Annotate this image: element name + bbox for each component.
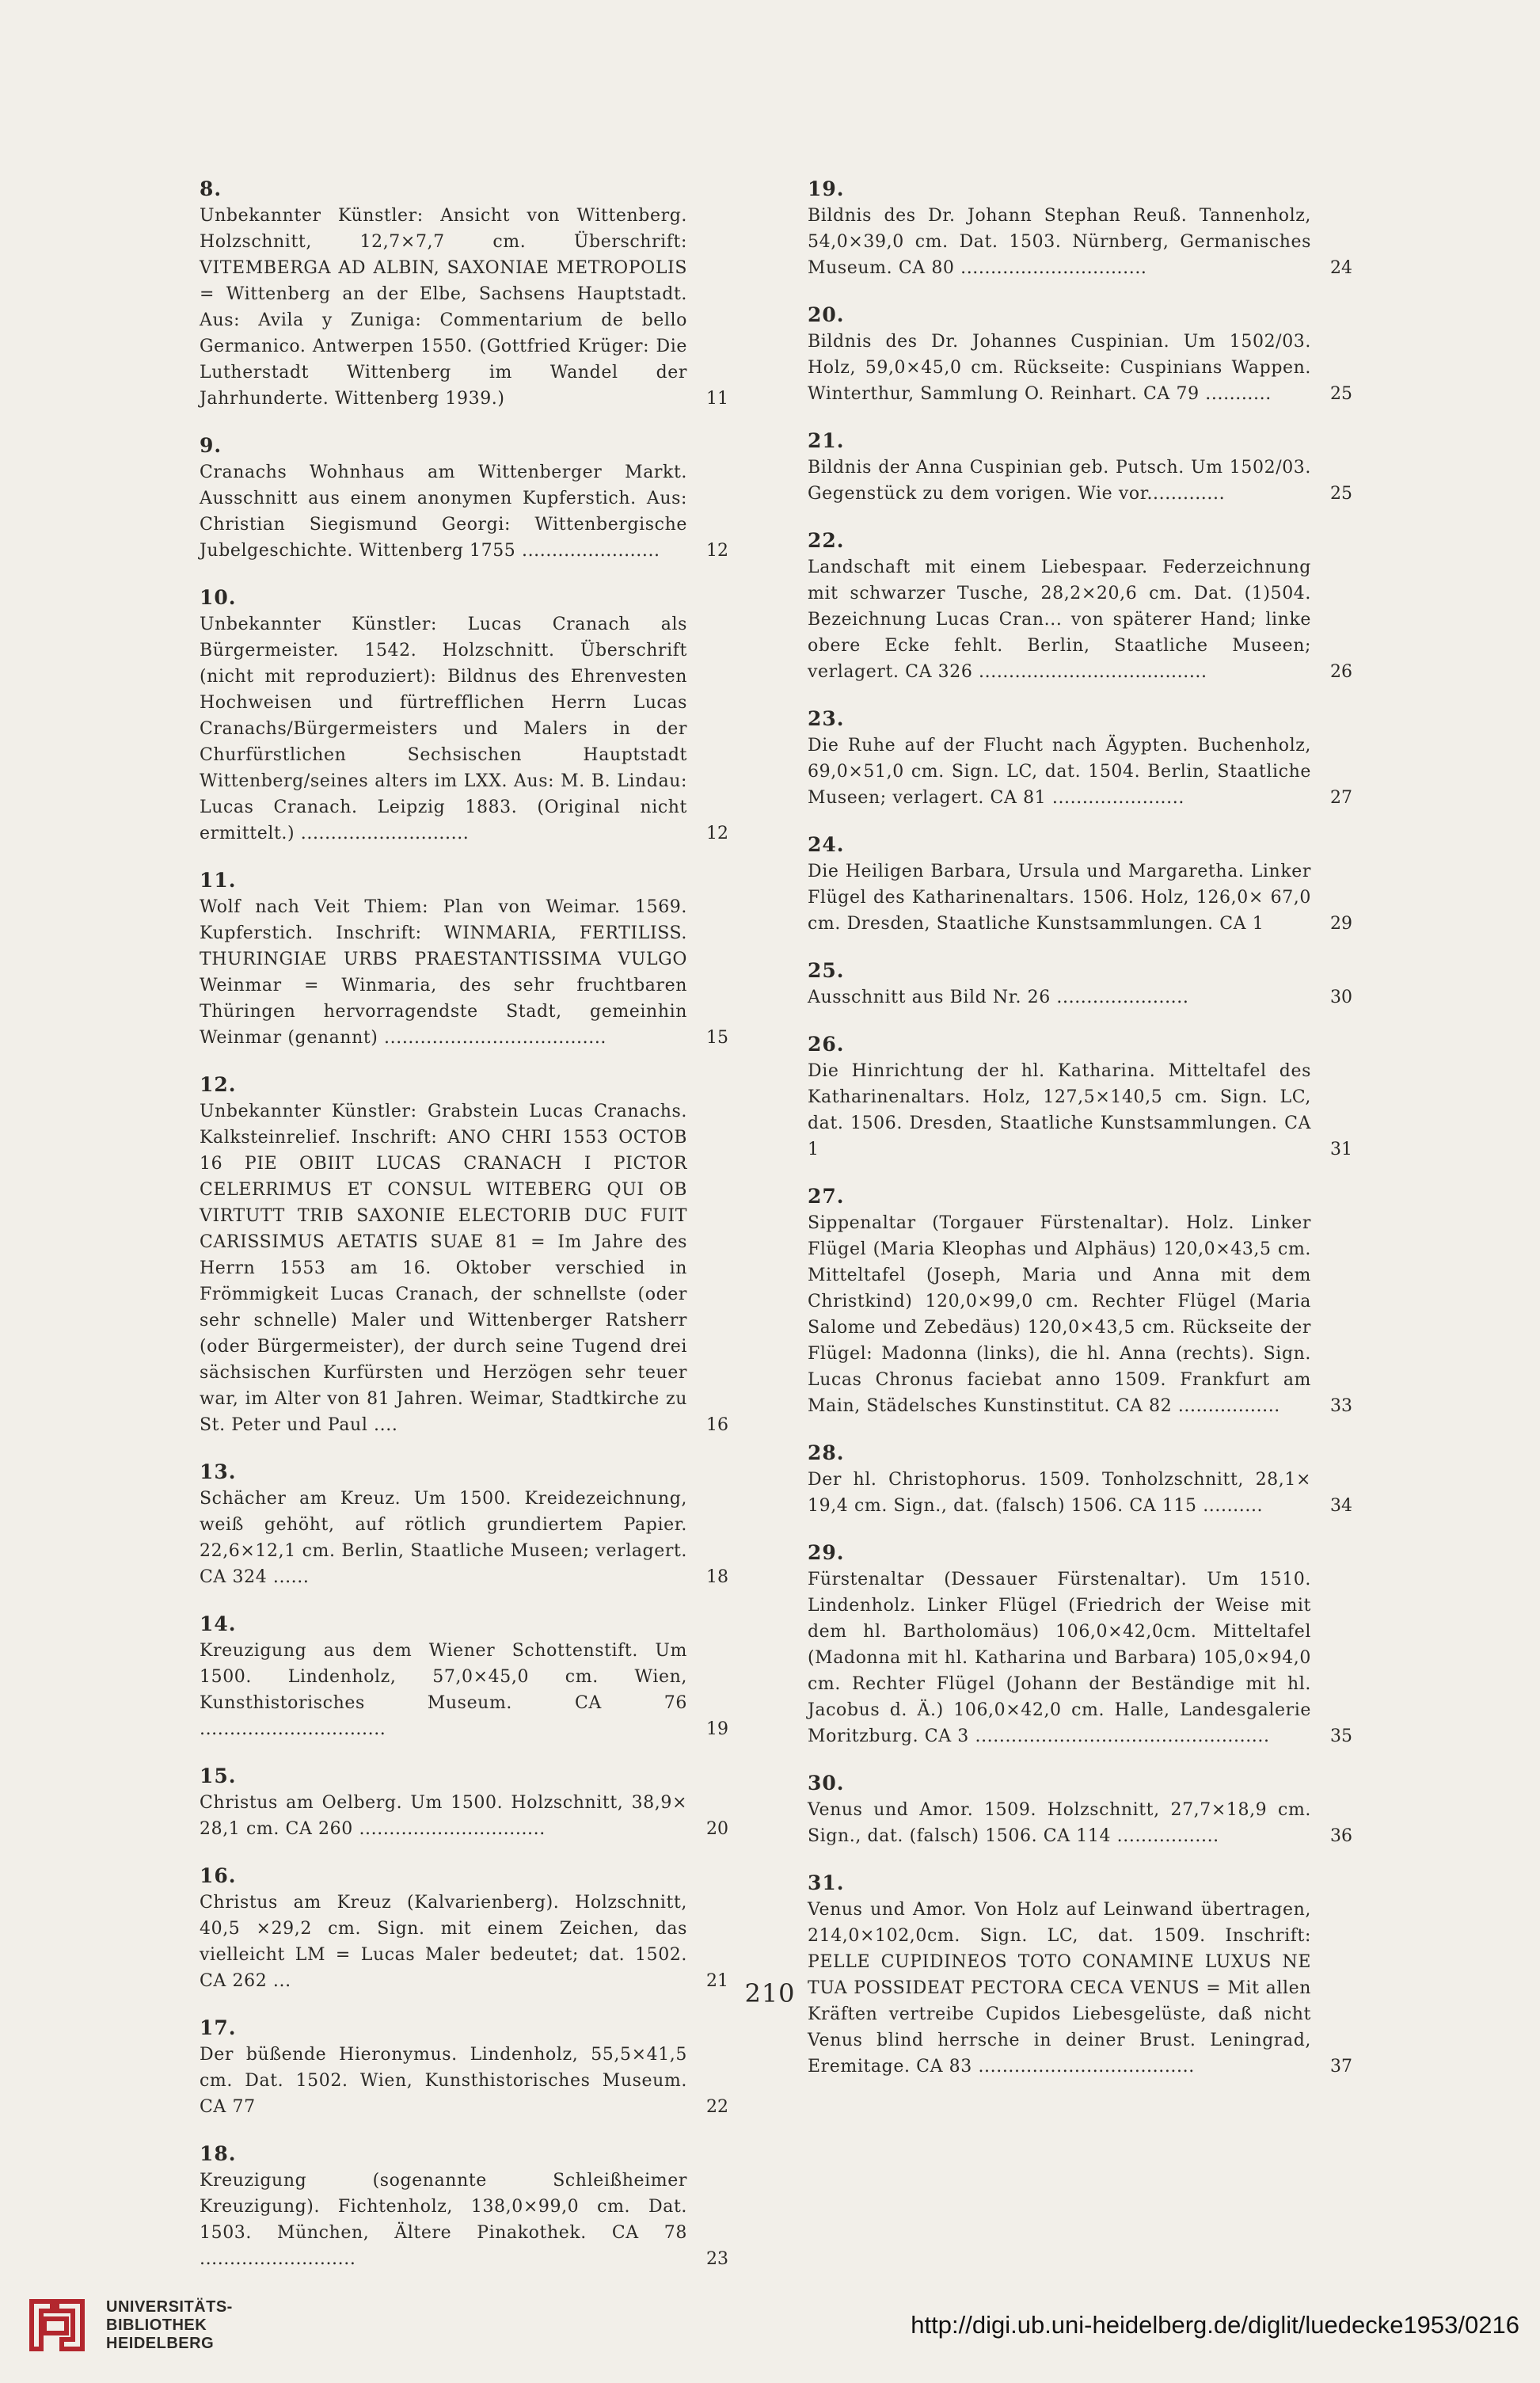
entry-body: [200, 1790, 728, 1842]
entry-body: [200, 1098, 728, 1438]
entry-number: 31.: [808, 1871, 845, 1894]
catalog-entry: [200, 432, 728, 564]
page-number: 210: [744, 1978, 796, 2008]
catalog-entry: [808, 957, 1352, 1011]
catalog-entry: [808, 706, 1352, 811]
catalog-entry: [200, 1763, 728, 1842]
catalog-entry: [808, 1183, 1352, 1419]
entry-description: Unbekannter Künstler: Lucas Cranach als Bürgermeister. 1542. Holzschnitt. Überschrift (nicht mit reproduziert): Bildnus des Ehrenvesten Hochweisen und fürtrefflichen Herrn Lucas Cranachs/Bürgermeisters und Malers in der Churfürstlichen Sechsischen Hauptstadt Wittenberg/seines alters im LXX. Aus: M. B. Lindau: Lucas Cranach. Leipzig 1883. (Original nicht ermittelt.) ............................: [200, 615, 687, 843]
entry-body: [808, 858, 1352, 937]
entry-page-reference: 25: [1330, 384, 1352, 404]
entry-page-reference: 18: [706, 1567, 728, 1587]
entry-page-reference: 15: [706, 1028, 728, 1048]
entry-page-reference: 36: [1330, 1826, 1352, 1846]
entry-description: Wolf nach Veit Thiem: Plan von Weimar. 1569. Kupferstich. Inschrift: WINMARIA, FERTILISS. THURINGIAE URBS PRAESTANTISSIMA VULGO Weinmar = Winmaria, des sehr fruchtbaren Thüringen hervorragendste Stadt, gemeinhin Weinmar (genannt) .....................................: [200, 897, 687, 1048]
entry-body: [808, 554, 1352, 685]
entry-description: Der büßende Hieronymus. Lindenholz, 55,5×41,5 cm. Dat. 1502. Wien, Kunsthistorisches Museum. CA 77: [200, 2045, 687, 2117]
catalog-entry: [808, 428, 1352, 507]
entry-page-reference: 33: [1330, 1396, 1352, 1416]
catalog-entry: [200, 176, 728, 412]
entry-number: 17.: [200, 2016, 237, 2039]
library-name-line-2: BIBLIOTHEK: [106, 2316, 207, 2334]
entry-number: 20.: [808, 303, 845, 326]
catalog-entry: [808, 1870, 1352, 2080]
entry-description: Kreuzigung aus dem Wiener Schottenstift. Um 1500. Lindenholz, 57,0×45,0 cm. Wien, Kunsthistorisches Museum. CA 76 ...............................: [200, 1641, 687, 1739]
entry-body: [808, 329, 1352, 407]
catalog-entry: [808, 1540, 1352, 1749]
catalog-entry: [808, 832, 1352, 937]
library-name: [106, 2298, 233, 2353]
entry-number: 19.: [808, 177, 845, 200]
entry-body: [808, 1058, 1352, 1163]
entry-description: Venus und Amor. 1509. Holzschnitt, 27,7×18,9 cm. Sign., dat. (falsch) 1506. CA 114 .................: [808, 1800, 1311, 1846]
entry-body: [808, 1467, 1352, 1519]
entry-body: [808, 1566, 1352, 1749]
entry-page-reference: 11: [706, 389, 728, 409]
catalog-entry: [808, 302, 1352, 407]
entry-body: [200, 894, 728, 1051]
entry-description: Ausschnitt aus Bild Nr. 26 ......................: [808, 988, 1189, 1007]
entry-number: 9.: [200, 434, 222, 457]
entry-number: 25.: [808, 959, 845, 982]
catalog-entry: [808, 1440, 1352, 1519]
entry-body: [200, 2042, 728, 2120]
entry-description: Der hl. Christophorus. 1509. Tonholzschnitt, 28,1× 19,4 cm. Sign., dat. (falsch) 1506. CA 115 ..........: [808, 1470, 1311, 1516]
right-column: [808, 176, 1352, 2100]
entry-body: [200, 203, 728, 412]
entry-number: 27.: [808, 1185, 845, 1208]
entry-page-reference: 34: [1330, 1496, 1352, 1516]
entry-description: Fürstenaltar (Dessauer Fürstenaltar). Um 1510. Lindenholz. Linker Flügel (Friedrich der Weise mit dem hl. Bartholomäus) 106,0×42,0cm. Mitteltafel (Madonna mit hl. Katharina und Barbara) 105,0×94,0 cm. Rechter Flügel (Johann der Beständige mit hl. Jacobus d. Ä.) 106,0×42,0 cm. Halle, Landesgalerie Moritzburg. CA 3 .................................................: [808, 1570, 1311, 1746]
left-column: [200, 176, 728, 2293]
entry-number: 24.: [808, 833, 845, 856]
entry-description: Landschaft mit einem Liebespaar. Federzeichnung mit schwarzer Tusche, 28,2×20,6 cm. Dat. (1)504. Bezeichnung Lucas Cran... von späterer Hand; linke obere Ecke fehlt. Berlin, Staatliche Museen; verlagert. CA 326 ......................................: [808, 558, 1311, 682]
entry-page-reference: 37: [1330, 2057, 1352, 2077]
entry-description: Christus am Kreuz (Kalvarienberg). Holzschnitt, 40,5 ×29,2 cm. Sign. mit einem Zeichen, das vielleicht LM = Lucas Maler bedeutet; dat. 1502. CA 262 ...: [200, 1893, 687, 1991]
entry-number: 30.: [808, 1772, 845, 1795]
entry-number: 11.: [200, 869, 237, 892]
entry-description: Die Hinrichtung der hl. Katharina. Mitteltafel des Katharinenaltars. Holz, 127,5×140,5 cm. Sign. LC, dat. 1506. Dresden, Staatliche Kunstsammlungen. CA 1: [808, 1061, 1311, 1159]
entry-page-reference: 16: [706, 1415, 728, 1435]
entry-description: Bildnis des Dr. Johannes Cuspinian. Um 1502/03. Holz, 59,0×45,0 cm. Rückseite: Cuspinians Wappen. Winterthur, Sammlung O. Reinhart. CA 79 ...........: [808, 332, 1311, 404]
catalog-entry: [200, 1863, 728, 1994]
catalog-entry: [200, 867, 728, 1051]
entry-page-reference: 12: [706, 541, 728, 561]
entry-number: 23.: [808, 707, 845, 730]
library-logo[interactable]: [21, 2287, 306, 2363]
library-name-line-3: HEIDELBERG: [106, 2335, 215, 2352]
entry-body: [200, 611, 728, 847]
entry-number: 21.: [808, 429, 845, 452]
entry-number: 10.: [200, 586, 237, 609]
entry-page-reference: 26: [1330, 662, 1352, 682]
entry-number: 28.: [808, 1441, 845, 1464]
entry-page-reference: 35: [1330, 1726, 1352, 1746]
entry-description: Schächer am Kreuz. Um 1500. Kreidezeichnung, weiß gehöht, auf rötlich grundiertem Papier. 22,6×12,1 cm. Berlin, Staatliche Museen; verlagert. CA 324 ......: [200, 1489, 687, 1587]
entry-description: Venus und Amor. Von Holz auf Leinwand übertragen, 214,0×102,0cm. Sign. LC, dat. 1509. Inschrift: PELLE CUPIDINEOS TOTO CONAMINE LUXUS NE TUA POSSIDEAT PECTORA CECA VENUS = Mit allen Kräften vertreibe Cupidos Liebesgelüste, daß nicht Venus blind herrsche in deiner Brust. Leningrad, Eremitage. CA 83 ....................................: [808, 1900, 1311, 2077]
entry-body: [808, 733, 1352, 811]
library-logo-icon: [21, 2287, 93, 2363]
entry-number: 8.: [200, 177, 222, 200]
entry-description: Unbekannter Künstler: Ansicht von Wittenberg. Holzschnitt, 12,7×7,7 cm. Überschrift: VITEMBERGA AD ALBIN, SAXONIAE METROPOLIS = Wittenberg an der Elbe, Sachsens Hauptstadt. Aus: Avila y Zuniga: Commentarium de bello Germanico. Antwerpen 1550. (Gottfried Krüger: Die Lutherstadt Wittenberg im Wandel der Jahrhunderte. Wittenberg 1939.): [200, 206, 687, 409]
catalog-entry: [200, 1459, 728, 1590]
catalog-entry: [808, 1770, 1352, 1849]
catalog-entry: [200, 1072, 728, 1438]
entry-page-reference: 23: [706, 2249, 728, 2269]
entry-page-reference: 27: [1330, 788, 1352, 808]
entry-page-reference: 21: [706, 1971, 728, 1991]
entry-body: [200, 459, 728, 564]
entry-number: 22.: [808, 529, 845, 552]
catalog-entry: [200, 2141, 728, 2272]
entry-body: [200, 1638, 728, 1742]
entry-body: [200, 2168, 728, 2272]
entry-body: [200, 1486, 728, 1590]
entry-page-reference: 20: [706, 1819, 728, 1839]
entry-page-reference: 12: [706, 824, 728, 843]
catalog-entry: [200, 1611, 728, 1742]
entry-page-reference: 24: [1330, 258, 1352, 278]
entry-number: 29.: [808, 1541, 845, 1564]
entry-description: Kreuzigung (sogenannte Schleißheimer Kreuzigung). Fichtenholz, 138,0×99,0 cm. Dat. 1503. München, Ältere Pinakothek. CA 78 ..........................: [200, 2171, 687, 2269]
entry-page-reference: 31: [1330, 1140, 1352, 1159]
entry-body: [808, 1797, 1352, 1849]
entry-description: Die Heiligen Barbara, Ursula und Margaretha. Linker Flügel des Katharinenaltars. 1506. Holz, 126,0× 67,0 cm. Dresden, Staatliche Kunstsammlungen. CA 1: [808, 862, 1311, 934]
entry-number: 13.: [200, 1460, 237, 1483]
entry-number: 16.: [200, 1864, 237, 1887]
entry-body: [808, 1210, 1352, 1419]
catalog-entry: [808, 527, 1352, 685]
entry-page-reference: 19: [706, 1719, 728, 1739]
source-url-link[interactable]: http://digi.ub.uni-heidelberg.de/diglit/luedecke1953/0216: [911, 2311, 1519, 2339]
entry-description: Unbekannter Künstler: Grabstein Lucas Cranachs. Kalksteinrelief. Inschrift: ANO CHRI 1553 OCTOB 16 PIE OBIIT LUCAS CRANACH I PICTOR CELERRIMUS ET CONSUL WITEBERG QUI OB VIRTUTT TRIB SAXONIE ELECTORIB DUC FUIT CARISSIMUS AETATIS SUAE 81 = Im Jahre des Herrn 1553 am 16. Oktober verschied in Frömmigkeit Lucas Cranach, der schnellste (oder sehr schnelle) Maler und Wittenberger Ratsherr (oder Bürgermeister), der durch seine Tugend drei sächsischen Kurfürsten und Herzögen sehr teuer war, im Alter von 81 Jahren. Weimar, Stadtkirche zu St. Peter und Paul ....: [200, 1102, 687, 1435]
entry-page-reference: 30: [1330, 988, 1352, 1007]
entry-body: [808, 455, 1352, 507]
entry-number: 26.: [808, 1033, 845, 1056]
entry-number: 15.: [200, 1764, 237, 1787]
catalog-entry: [808, 176, 1352, 281]
entry-page-reference: 29: [1330, 914, 1352, 934]
catalog-entry: [200, 584, 728, 847]
entry-number: 18.: [200, 2142, 237, 2165]
entry-description: Cranachs Wohnhaus am Wittenberger Markt. Ausschnitt aus einem anonymen Kupferstich. Aus: Christian Siegismund Georgi: Wittenbergische Jubelgeschichte. Wittenberg 1755 .......................: [200, 463, 687, 561]
entry-number: 12.: [200, 1073, 237, 1096]
entry-description: Die Ruhe auf der Flucht nach Ägypten. Buchenholz, 69,0×51,0 cm. Sign. LC, dat. 1504. Berlin, Staatliche Museen; verlagert. CA 81 ......................: [808, 736, 1311, 808]
entry-description: Bildnis der Anna Cuspinian geb. Putsch. Um 1502/03. Gegenstück zu dem vorigen. Wie vor.............: [808, 458, 1311, 504]
catalog-entry: [200, 2015, 728, 2120]
entry-description: Sippenaltar (Torgauer Fürstenaltar). Holz. Linker Flügel (Maria Kleophas und Alphäus) 120,0×43,5 cm. Mitteltafel (Joseph, Maria und Anna mit dem Christkind) 120,0×99,0 cm. Rechter Flügel (Maria Salome und Zebedäus) 120,0×43,5 cm. Rückseite der Flügel: Madonna (links), die hl. Anna (rechts). Sign. Lucas Chronus faciebat anno 1509. Frankfurt am Main, Städelsches Kunstinstitut. CA 82 .................: [808, 1213, 1311, 1416]
entry-page-reference: 22: [706, 2097, 728, 2117]
entry-body: [808, 984, 1352, 1011]
entry-description: Christus am Oelberg. Um 1500. Holzschnitt, 38,9× 28,1 cm. CA 260 ...............................: [200, 1793, 687, 1839]
entry-number: 14.: [200, 1612, 237, 1635]
catalog-entry: [808, 1031, 1352, 1163]
entry-description: Bildnis des Dr. Johann Stephan Reuß. Tannenholz, 54,0×39,0 cm. Dat. 1503. Nürnberg, Germanisches Museum. CA 80 ...............................: [808, 206, 1311, 278]
entry-body: [808, 203, 1352, 281]
library-name-line-1: UNIVERSITÄTS-: [106, 2298, 233, 2316]
entry-page-reference: 25: [1330, 484, 1352, 504]
